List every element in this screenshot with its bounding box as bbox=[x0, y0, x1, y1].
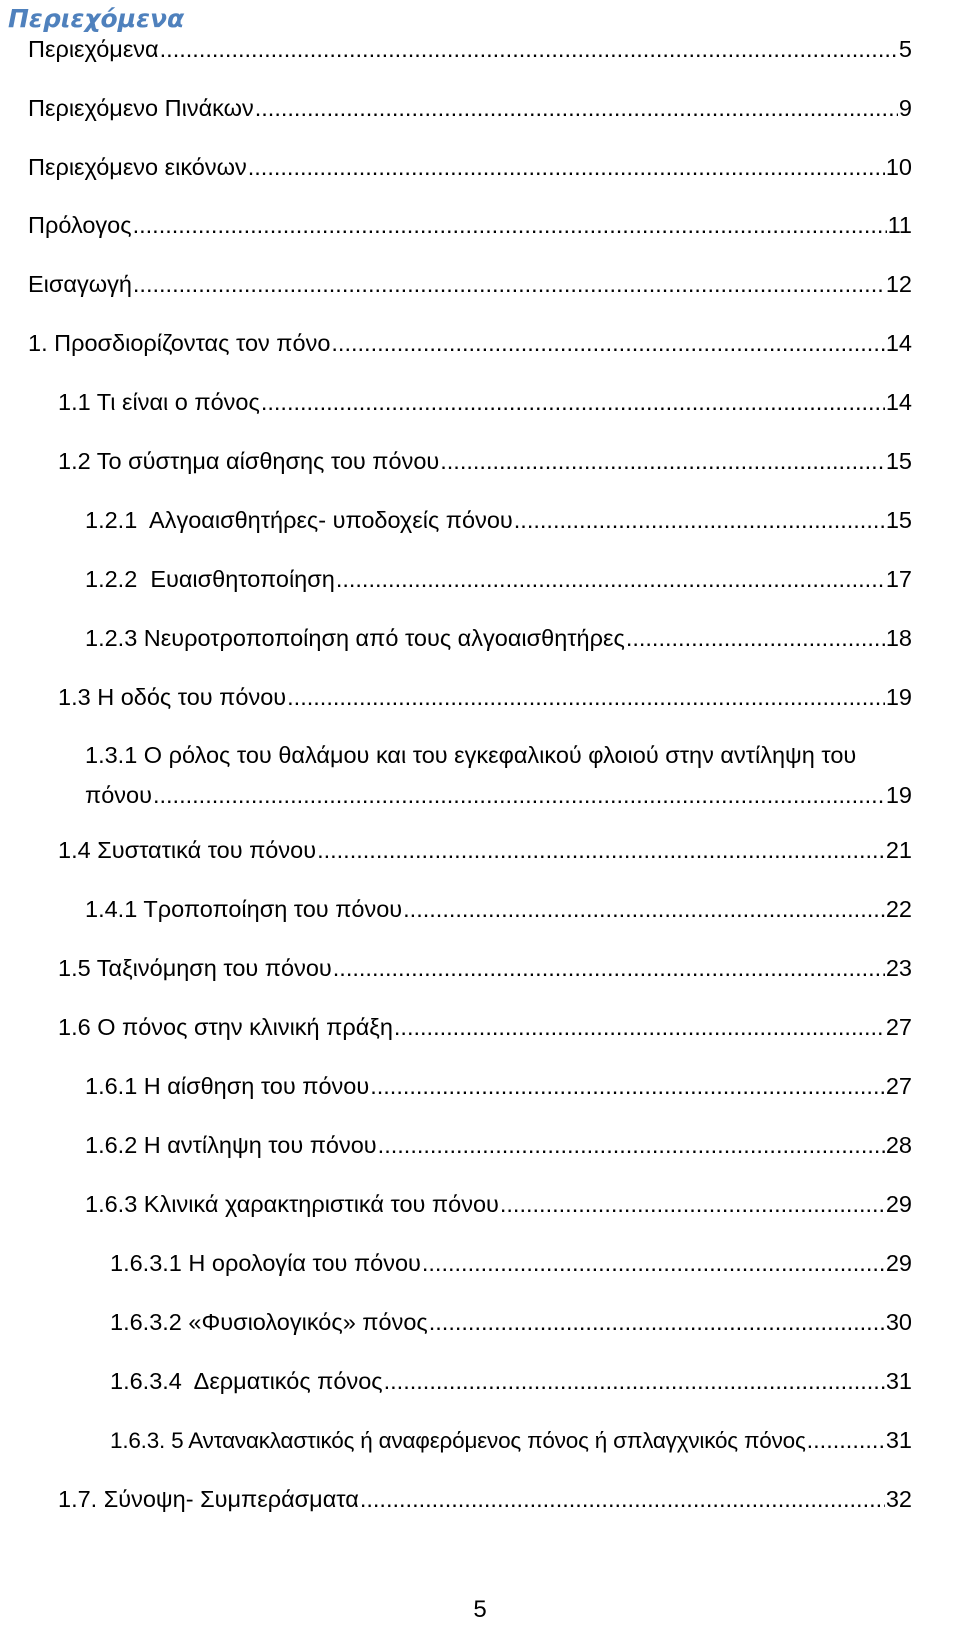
toc-entry[interactable] bbox=[110, 1422, 912, 1458]
toc-entry-label: 1.2 Το σύστημα αίσθησης του πόνου bbox=[58, 448, 440, 474]
dot-leader bbox=[403, 891, 885, 927]
toc-entry-label: 1.2.1 Αλγοαισθητήρες- υποδοχείς πόνου bbox=[85, 507, 513, 533]
toc-heading: Περιεχόμενα bbox=[8, 4, 185, 33]
dot-leader bbox=[153, 777, 885, 813]
toc-entry-label: 1.6.3.4 Δερματικός πόνος bbox=[110, 1368, 383, 1394]
toc-entry-page: 27 bbox=[885, 1073, 912, 1099]
toc-entry-page: 14 bbox=[885, 389, 912, 415]
toc-entry-page: 10 bbox=[885, 154, 912, 180]
toc-entry-page: 14 bbox=[885, 330, 912, 356]
toc-entry-label: 1.1 Τι είναι ο πόνος bbox=[58, 389, 260, 415]
toc-entry-label: 1.5 Ταξινόμηση του πόνου bbox=[58, 955, 332, 981]
toc-entry[interactable] bbox=[28, 325, 912, 361]
toc-entry-label: 1.6 Ο πόνος στην κλινική πράξη bbox=[58, 1014, 393, 1040]
toc-entry-label: 1.2.3 Νευροτροποποίηση από τους αλγοαισθητήρες bbox=[85, 625, 625, 651]
dot-leader bbox=[378, 1127, 885, 1163]
toc-entry-page: 12 bbox=[885, 271, 912, 297]
dot-leader bbox=[160, 31, 898, 67]
toc-entry-label: 1.6.1 Η αίσθηση του πόνου bbox=[85, 1073, 370, 1099]
toc-entry-label: 1.6.3. 5 Αντανακλαστικός ή αναφερόμενος πόνος ή σπλαγχνικός πόνος bbox=[110, 1428, 806, 1453]
toc-entry-page: 32 bbox=[885, 1486, 912, 1512]
dot-leader bbox=[422, 1245, 885, 1281]
toc-entry[interactable] bbox=[58, 950, 912, 986]
toc-entry-page: 28 bbox=[885, 1132, 912, 1158]
toc-entry-label: 1.6.3 Κλινικά χαρακτηριστικά του πόνου bbox=[85, 1191, 499, 1217]
toc-entry-label: 1.7. Σύνοψη- Συμπεράσματα bbox=[58, 1486, 359, 1512]
dot-leader bbox=[394, 1009, 885, 1045]
toc-entry-page: 15 bbox=[885, 448, 912, 474]
dot-leader bbox=[360, 1481, 885, 1517]
toc-entry-page: 29 bbox=[885, 1191, 912, 1217]
toc-entry-label: 1.4 Συστατικά του πόνου bbox=[58, 837, 317, 863]
toc-entry-label-line1: 1.3.1 Ο ρόλος του θαλάμου και του εγκεφαλικού φλοιού στην αντίληψη του bbox=[85, 742, 857, 768]
toc-entry[interactable] bbox=[58, 679, 912, 715]
toc-entry-page: 30 bbox=[885, 1309, 912, 1335]
toc-entry-page: 19 bbox=[885, 782, 912, 808]
toc-entry-page: 31 bbox=[885, 1427, 912, 1453]
toc-entry[interactable] bbox=[85, 891, 912, 927]
dot-leader bbox=[514, 502, 885, 538]
toc-entry-label: 1.4.1 Τροποποίηση του πόνου bbox=[85, 896, 403, 922]
dot-leader bbox=[384, 1363, 885, 1399]
toc-entry-page: 5 bbox=[898, 36, 912, 62]
dot-leader bbox=[370, 1068, 885, 1104]
toc-entry[interactable] bbox=[85, 1127, 912, 1163]
toc-entry[interactable] bbox=[28, 90, 912, 126]
toc-entry[interactable] bbox=[85, 1068, 912, 1104]
toc-entry-label: 1.3 Η οδός του πόνου bbox=[58, 684, 287, 710]
dot-leader bbox=[429, 1304, 885, 1340]
toc-entry-label: 1.6.3.1 Η ορολογία του πόνου bbox=[110, 1250, 421, 1276]
toc-entry[interactable] bbox=[28, 31, 912, 67]
toc-entry[interactable] bbox=[28, 266, 912, 302]
toc-entry-page: 9 bbox=[898, 95, 912, 121]
toc-entry-page: 23 bbox=[885, 955, 912, 981]
dot-leader bbox=[248, 149, 885, 185]
toc-entry-label: Πρόλογος bbox=[28, 212, 132, 238]
toc-entry-page: 17 bbox=[885, 566, 912, 592]
toc-entry[interactable] bbox=[110, 1363, 912, 1399]
toc-entry-page: 31 bbox=[885, 1368, 912, 1394]
dot-leader bbox=[331, 325, 884, 361]
dot-leader bbox=[626, 620, 885, 656]
toc-entry-page: 19 bbox=[885, 684, 912, 710]
toc-entry[interactable] bbox=[85, 561, 912, 597]
toc-entry-label: πόνου bbox=[85, 782, 152, 808]
toc-entry-label: Εισαγωγή bbox=[28, 271, 132, 297]
toc-entry-page: 18 bbox=[885, 625, 912, 651]
toc-entry[interactable] bbox=[58, 384, 912, 420]
toc-entry[interactable] bbox=[28, 149, 912, 185]
dot-leader bbox=[255, 90, 898, 126]
footer-page-number: 5 bbox=[473, 1596, 487, 1623]
dot-leader bbox=[500, 1186, 885, 1222]
toc-entry[interactable] bbox=[85, 502, 912, 538]
toc-entry-label: 1.6.3.2 «Φυσιολογικός» πόνος bbox=[110, 1309, 428, 1335]
toc-entry-page: 21 bbox=[885, 837, 912, 863]
dot-leader bbox=[317, 832, 885, 868]
toc-entry-label: Περιεχόμενα bbox=[28, 36, 159, 62]
dot-leader bbox=[336, 561, 885, 597]
dot-leader bbox=[287, 679, 885, 715]
toc-entry[interactable] bbox=[110, 1245, 912, 1281]
toc-entry[interactable] bbox=[28, 207, 912, 243]
dot-leader bbox=[133, 266, 885, 302]
toc-entry-page: 15 bbox=[885, 507, 912, 533]
toc-entry-label: 1. Προσδιορίζοντας τον πόνο bbox=[28, 330, 331, 356]
toc-entry-page: 22 bbox=[885, 896, 912, 922]
toc-entry[interactable] bbox=[58, 1009, 912, 1045]
dot-leader bbox=[807, 1422, 885, 1458]
toc-entry-page: 11 bbox=[887, 212, 912, 238]
toc-entry-label: Περιεχόμενο Πινάκων bbox=[28, 95, 254, 121]
toc-entry-label: 1.2.2 Ευαισθητοποίηση bbox=[85, 566, 335, 592]
toc-entry-page: 27 bbox=[885, 1014, 912, 1040]
toc-entry[interactable] bbox=[110, 1304, 912, 1340]
toc-entry[interactable] bbox=[85, 737, 912, 813]
toc-entry[interactable] bbox=[85, 1186, 912, 1222]
dot-leader bbox=[261, 384, 885, 420]
toc-entry[interactable] bbox=[58, 1481, 912, 1517]
toc-entry-label: Περιεχόμενο εικόνων bbox=[28, 154, 247, 180]
dot-leader bbox=[333, 950, 885, 986]
toc-entry-page: 29 bbox=[885, 1250, 912, 1276]
dot-leader bbox=[440, 443, 885, 479]
dot-leader bbox=[133, 207, 887, 243]
toc-entry[interactable] bbox=[58, 443, 912, 479]
toc-entry-label: 1.6.2 Η αντίληψη του πόνου bbox=[85, 1132, 377, 1158]
toc-entry[interactable] bbox=[85, 620, 912, 656]
toc-entry[interactable] bbox=[58, 832, 912, 868]
